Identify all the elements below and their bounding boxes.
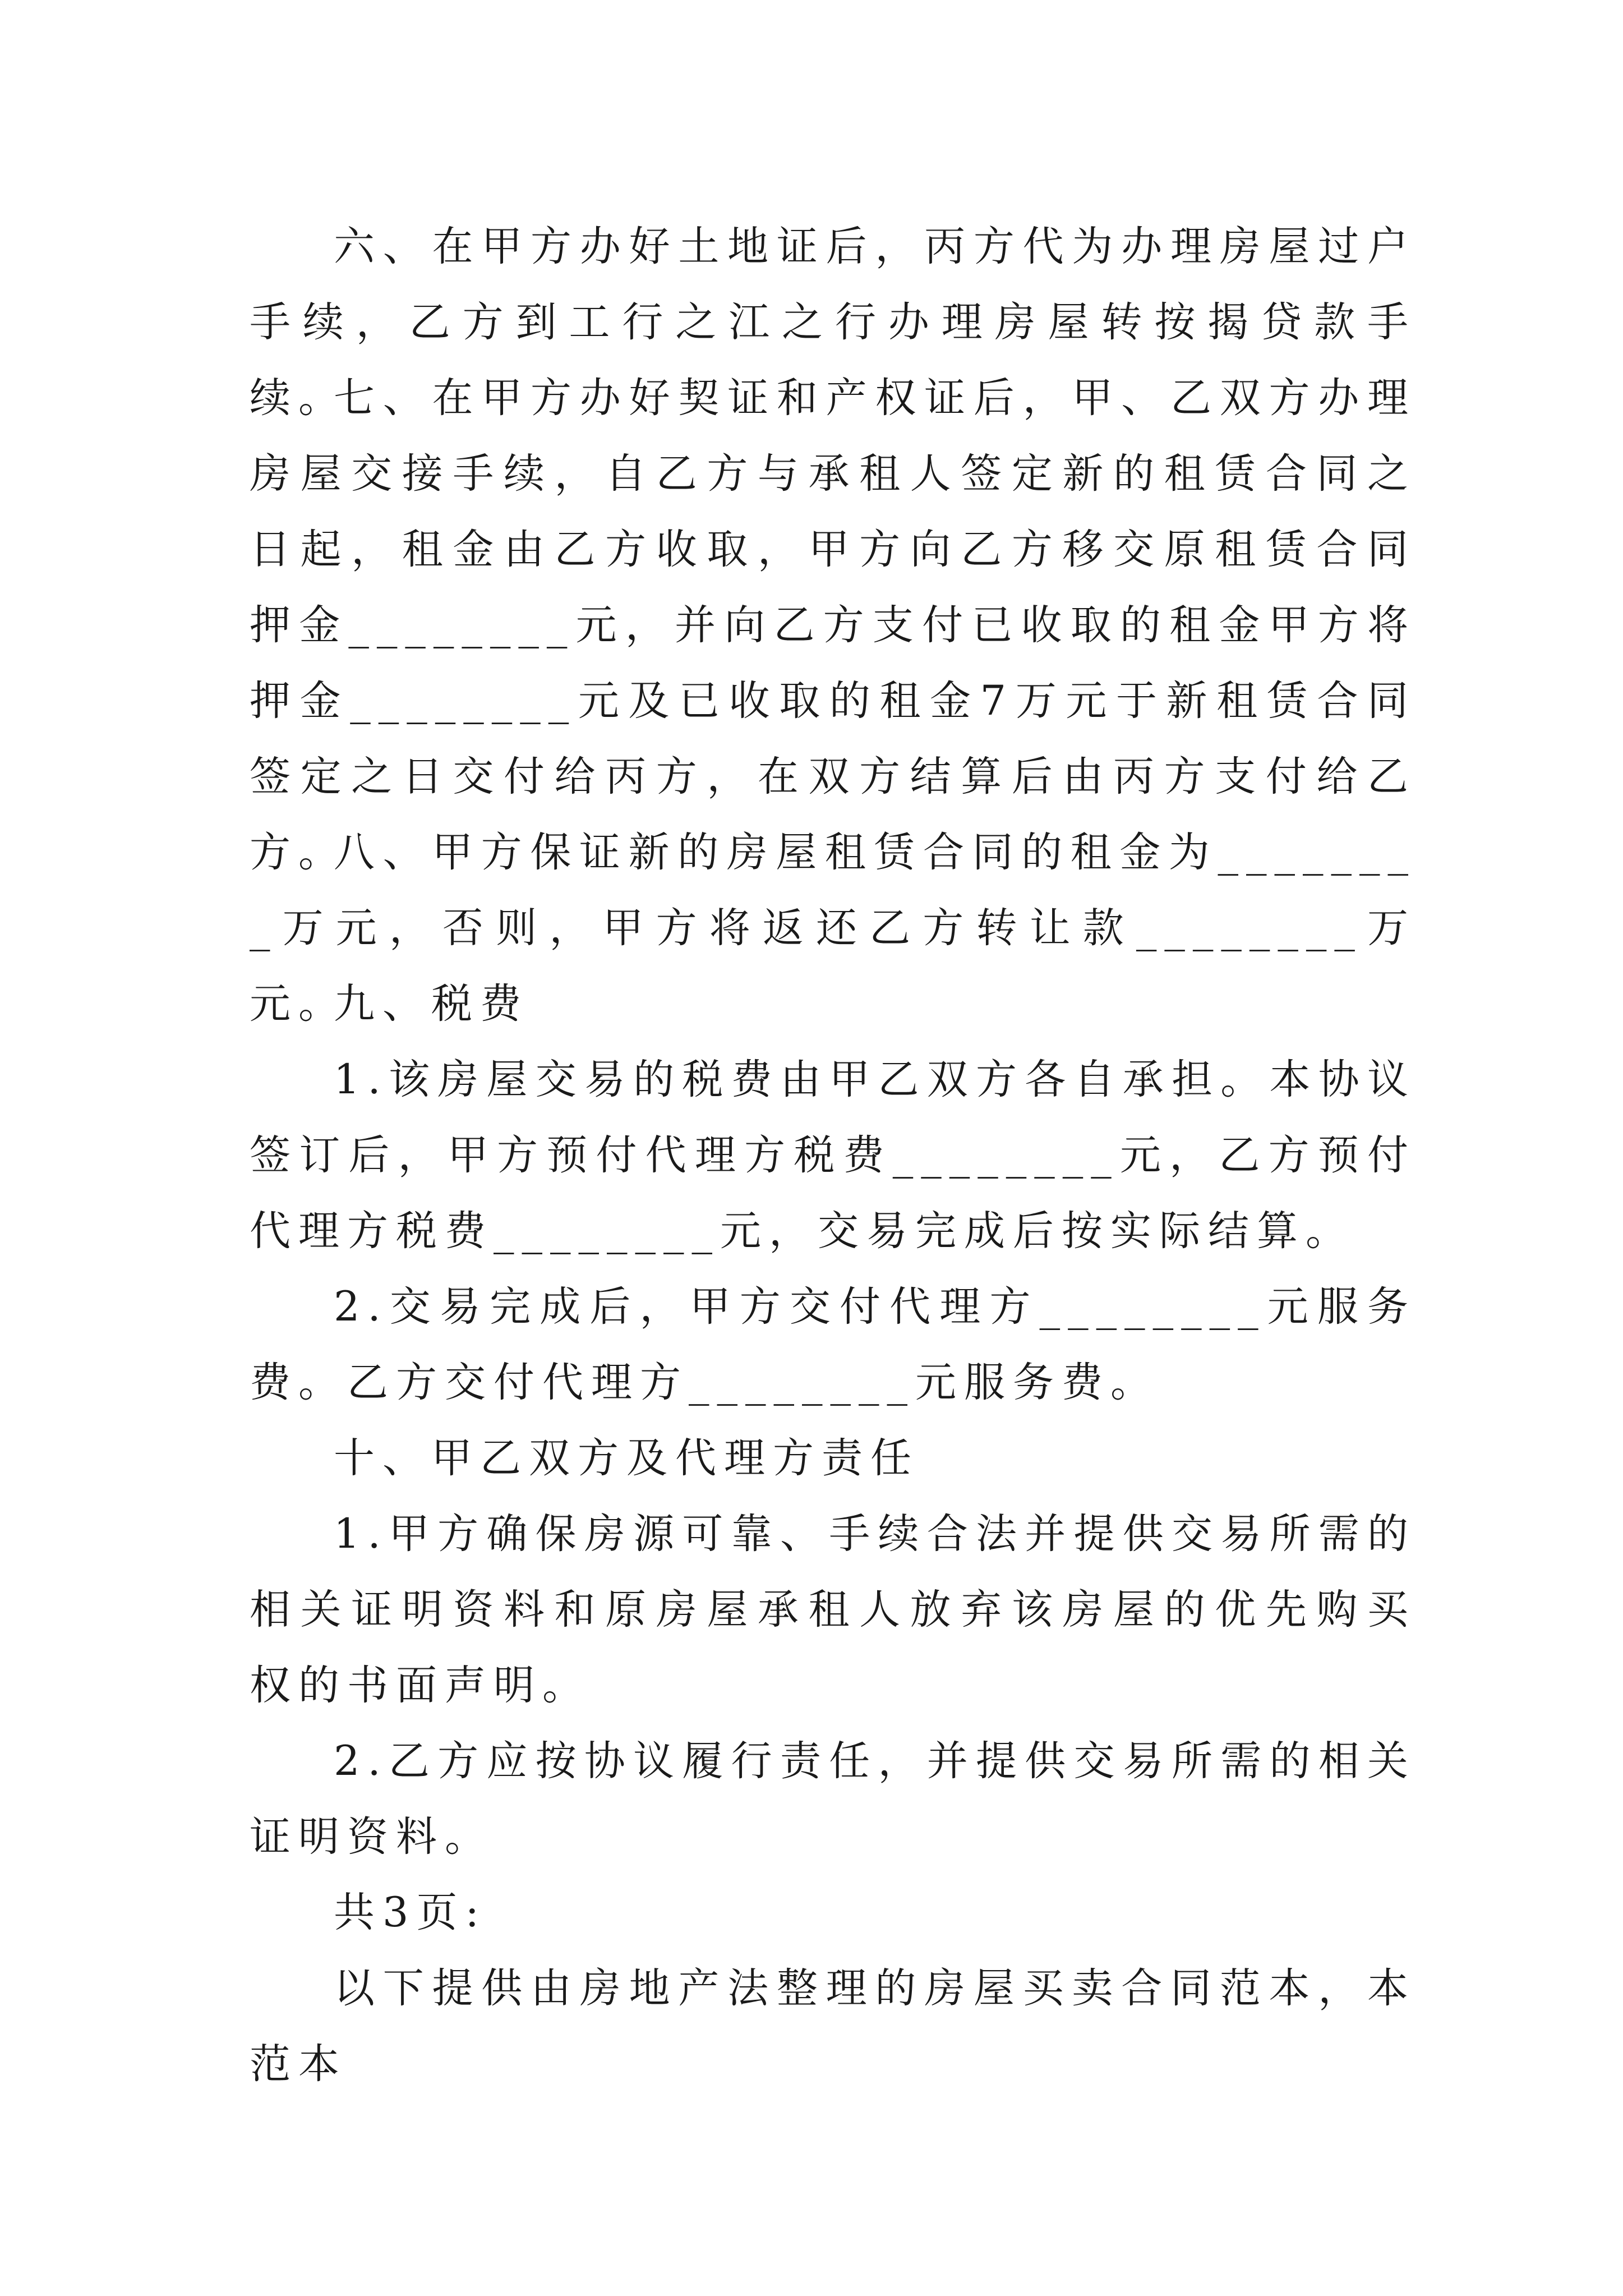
- clause-6-paragraph: 六、在甲方办好土地证后，丙方代为办理房屋过户手续，乙方到工行之江之行办理房屋转按揭贷款手续。: [250, 223, 1416, 422]
- clause-10-heading: 十、甲乙双方及代理方责任: [334, 1434, 919, 1482]
- clause-7-paragraph: 七、在甲方办好契证和产权证后，甲、乙双方办理房屋交接手续，自乙方与承租人签定新的租赁合同之日起，租金由乙方收取，甲方向乙方移交原租赁合同押金________元，并向乙方支付已收取的租金甲方将押金________元及已收取的租金7万元于新租赁合同签定之日交付给丙方，在双方结算后由丙方支付给乙方。: [250, 374, 1416, 876]
- page-count-note: 共3页:: [334, 1889, 487, 1936]
- clause-9-heading: 九、税费: [334, 980, 529, 1028]
- clause-9-item-2: 2.交易完成后，甲方交付代理方________元服务费。乙方交付代理方________元服务费。: [250, 1283, 1416, 1406]
- closing-paragraph: 以下提供由房地产法整理的房屋买卖合同范本，本范本: [250, 1964, 1416, 2088]
- clause-10-item-1: 1.甲方确保房源可靠、手续合法并提供交易所需的相关证明资料和原房屋承租人放弃该房屋的优先购买权的书面声明。: [250, 1510, 1416, 1709]
- clause-10-item-2: 2.乙方应按协议履行责任，并提供交易所需的相关证明资料。: [250, 1737, 1416, 1861]
- clause-8-paragraph: 八、甲方保证新的房屋租赁合同的租金为________万元，否则，甲方将返还乙方转让款________万元。: [250, 829, 1416, 1028]
- clause-9-item-1: 1.该房屋交易的税费由甲乙双方各自承担。本协议签订后，甲方预付代理方税费________元，乙方预付代理方税费________元，交易完成后按实际结算。: [250, 1056, 1416, 1255]
